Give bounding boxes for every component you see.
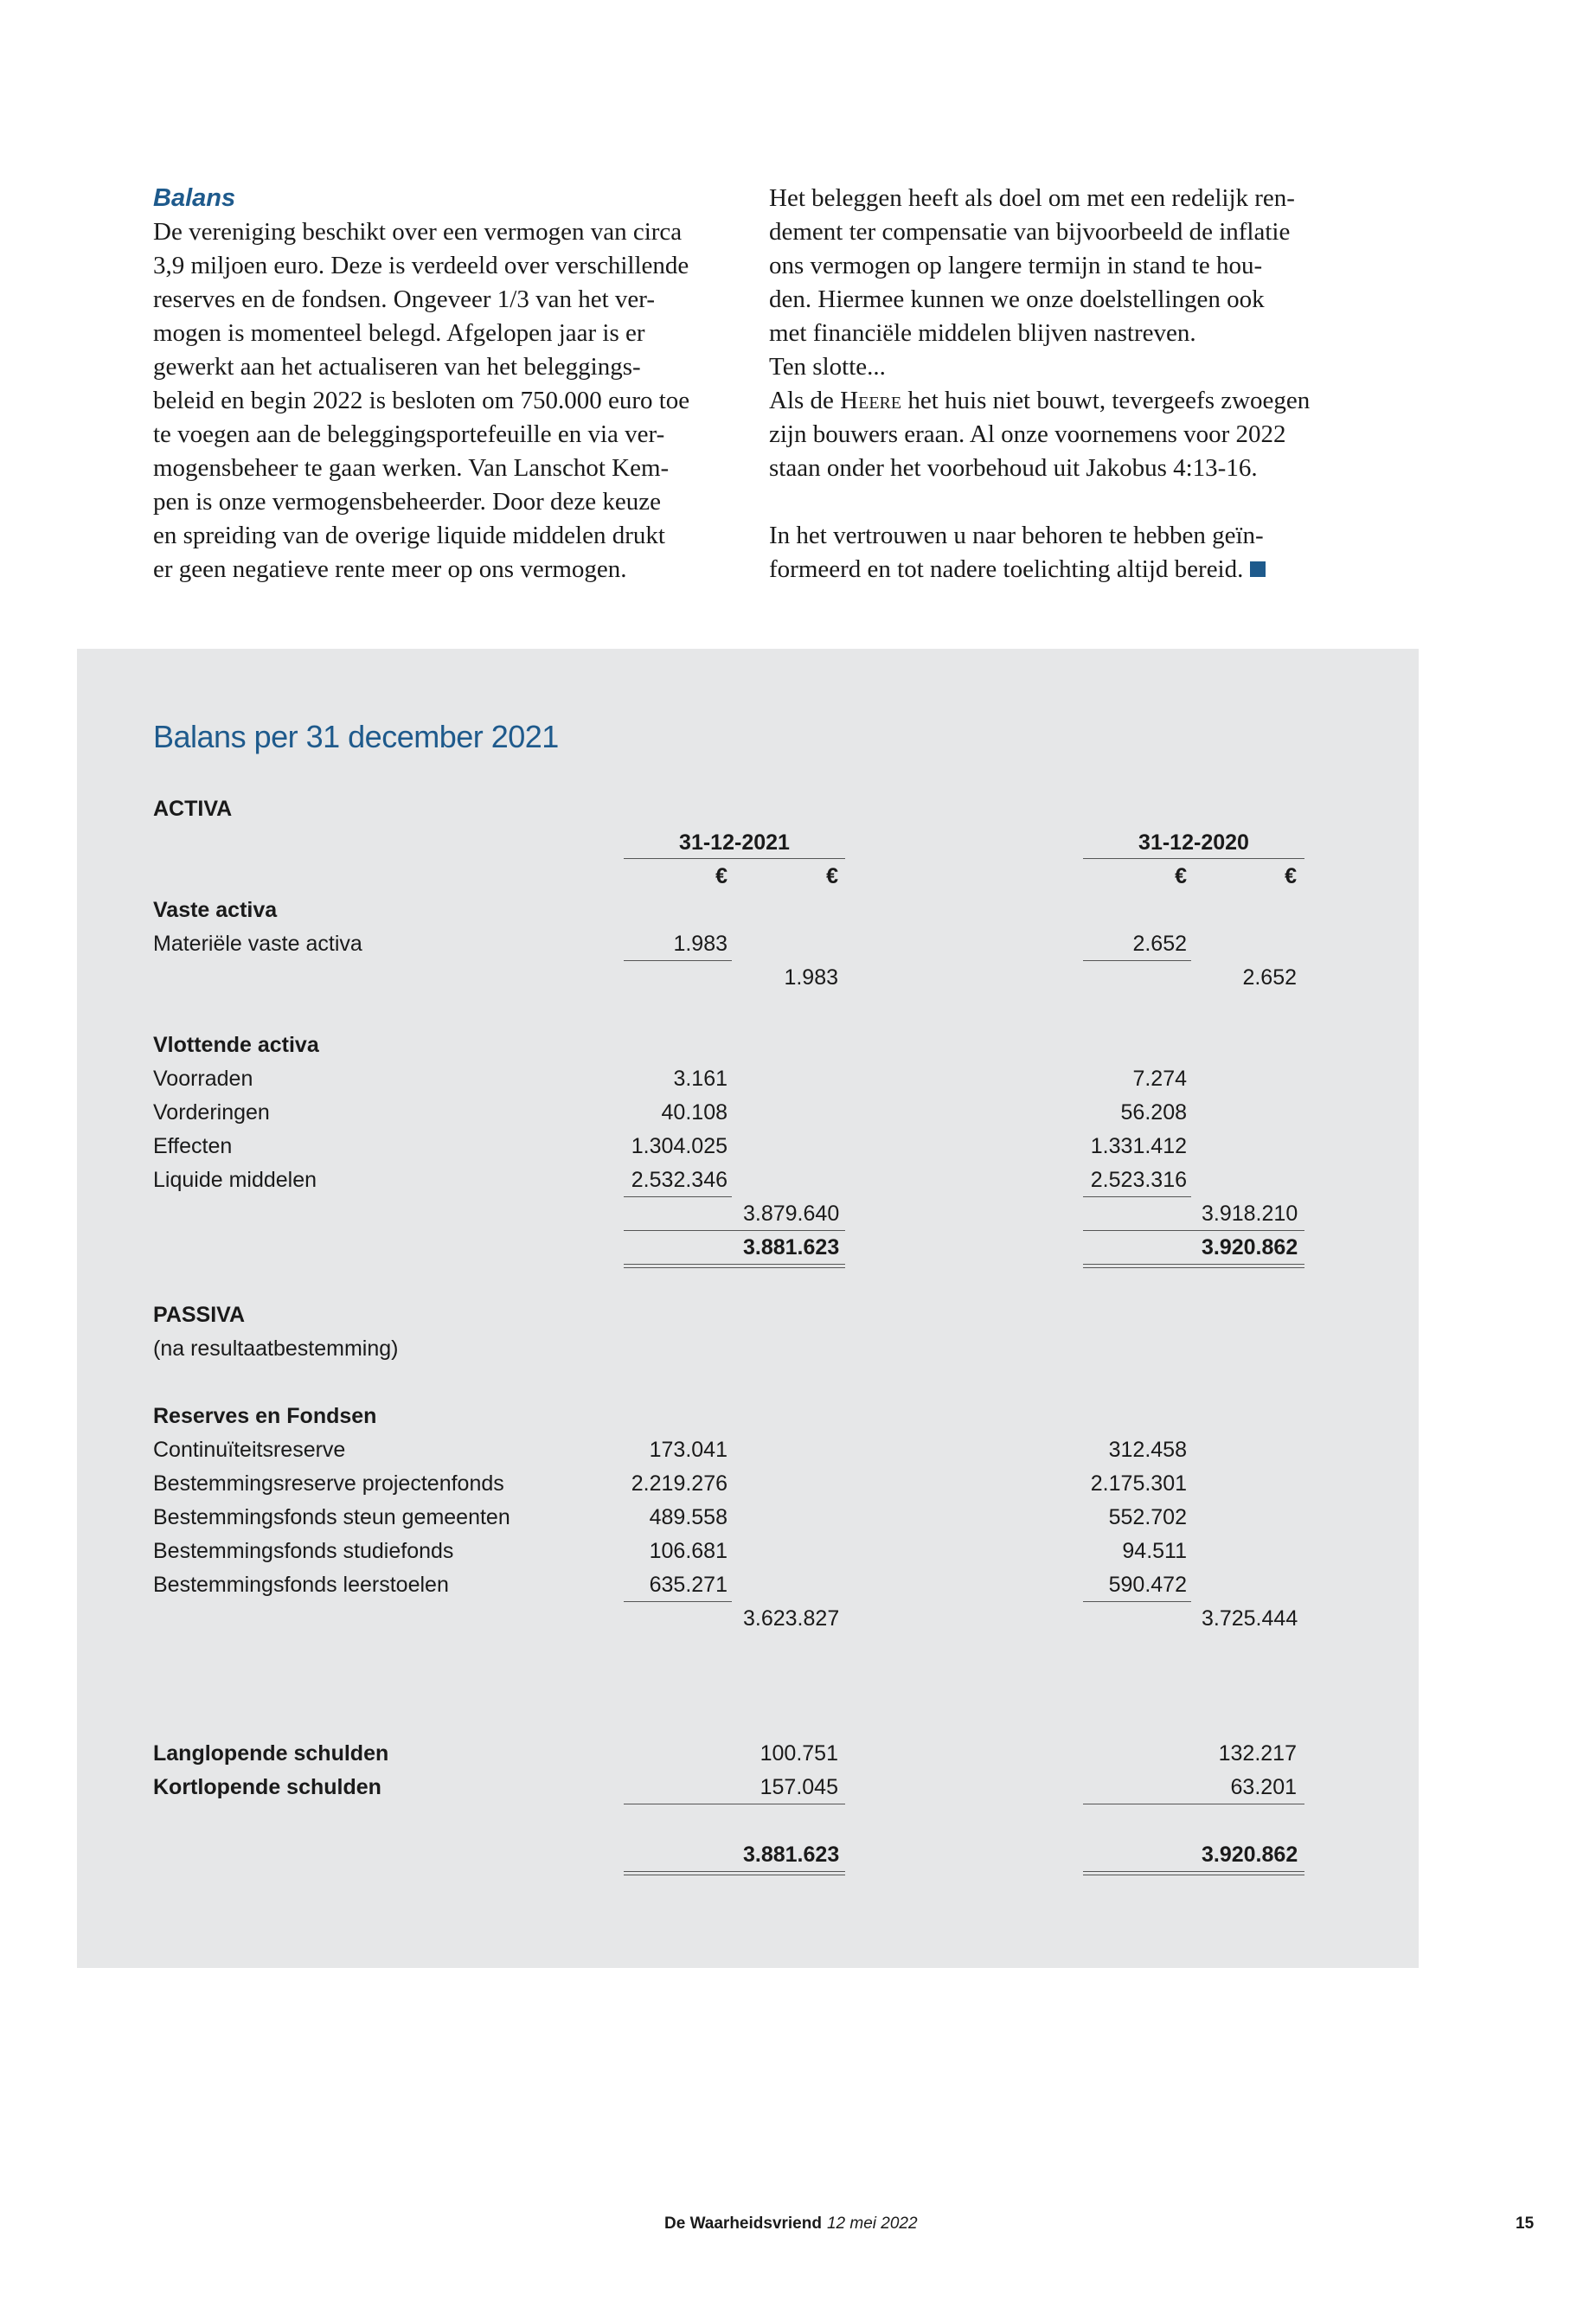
subtotal-rule-2020 xyxy=(1083,1601,1191,1602)
value-2020-projectenfonds: 2.175.301 xyxy=(1090,1471,1187,1496)
row-label-materiele-vaste-activa: Materiële vaste activa xyxy=(153,932,362,956)
value-2021-voorraden: 3.161 xyxy=(673,1067,727,1091)
value-2020-effecten: 1.331.412 xyxy=(1090,1134,1187,1158)
vlottende-activa-heading: Vlottende activa xyxy=(153,1033,319,1057)
double-rule-2021 xyxy=(624,1871,845,1875)
row-label-projectenfonds: Bestemmingsreserve projectenfonds xyxy=(153,1471,504,1496)
row-label-langlopende-schulden: Langlopende schulden xyxy=(153,1741,389,1766)
value-2021-langlopende-schulden: 100.751 xyxy=(760,1741,838,1766)
subtotal-2021-vaste-activa: 1.983 xyxy=(784,965,838,990)
value-2020-materiele-vaste-activa: 2.652 xyxy=(1132,932,1187,956)
activa-total-2020: 3.920.862 xyxy=(1202,1235,1298,1259)
row-label-effecten: Effecten xyxy=(153,1134,233,1158)
column-header-2021: 31-12-2021 xyxy=(679,830,790,855)
column-header-2020: 31-12-2020 xyxy=(1138,830,1249,855)
text-segment: het huis niet bouwt, tevergeefs zwoegen zijn bouwers eraan. Al onze voornemens voor 2022 staan onder het voorbehoud uit Jakobus 4:13-16. xyxy=(769,387,1311,482)
double-rule-2021 xyxy=(624,1264,845,1268)
value-2020-steun-gemeenten: 552.702 xyxy=(1108,1505,1187,1529)
double-rule-2020 xyxy=(1083,1871,1304,1875)
activa-total-2021: 3.881.623 xyxy=(743,1235,840,1259)
passiva-note: (na resultaatbestemming) xyxy=(153,1336,399,1361)
value-2021-leerstoelen: 635.271 xyxy=(649,1573,727,1597)
row-label-steun-gemeenten: Bestemmingsfonds steun gemeenten xyxy=(153,1505,510,1529)
row-label-vorderingen: Vorderingen xyxy=(153,1100,270,1125)
value-2021-studiefonds: 106.681 xyxy=(649,1539,727,1563)
subtotal-rule-2021 xyxy=(624,1196,732,1197)
balance-sheet-title: Balans per 31 december 2021 xyxy=(153,719,559,754)
passiva-label: PASSIVA xyxy=(153,1303,246,1327)
subtotal-rule-2021 xyxy=(624,960,732,961)
value-2021-steun-gemeenten: 489.558 xyxy=(649,1505,727,1529)
balance-sheet-panel xyxy=(77,649,1419,1968)
value-2020-langlopende-schulden: 132.217 xyxy=(1218,1741,1297,1766)
vaste-activa-heading: Vaste activa xyxy=(153,898,278,922)
paragraph-heere xyxy=(769,384,1375,485)
header-rule-2020 xyxy=(1083,858,1304,859)
text-segment: Als de xyxy=(769,387,841,414)
end-of-article-square-icon xyxy=(1250,561,1266,577)
row-label-liquide-middelen: Liquide middelen xyxy=(153,1168,317,1192)
subtotal-2021-vlottende-activa: 3.879.640 xyxy=(743,1202,840,1226)
subtotal-rule-2021 xyxy=(624,1601,732,1602)
paragraph-closing xyxy=(769,519,1375,586)
value-2021-projectenfonds: 2.219.276 xyxy=(631,1471,727,1496)
activa-label: ACTIVA xyxy=(153,797,233,821)
subtotal-2020-vaste-activa: 2.652 xyxy=(1242,965,1297,990)
page-number: 15 xyxy=(1516,2214,1535,2233)
subtotal-2020-vlottende-activa: 3.918.210 xyxy=(1202,1202,1298,1226)
reserves-heading: Reserves en Fondsen xyxy=(153,1404,377,1428)
value-2021-kortlopende-schulden: 157.045 xyxy=(760,1775,838,1799)
section-heading-balans: Balans xyxy=(153,184,236,212)
value-2020-continuiteitsreserve: 312.458 xyxy=(1108,1438,1187,1462)
value-2021-vorderingen: 40.108 xyxy=(661,1100,727,1125)
subtotal-rule-2020 xyxy=(1083,960,1191,961)
value-2020-kortlopende-schulden: 63.201 xyxy=(1230,1775,1297,1799)
publication-date: 12 mei 2022 xyxy=(826,2214,918,2233)
header-rule-2021 xyxy=(624,858,845,859)
row-label-studiefonds: Bestemmingsfonds studiefonds xyxy=(153,1539,454,1563)
row-label-voorraden: Voorraden xyxy=(153,1067,253,1091)
currency-2021-detail: € xyxy=(715,864,727,888)
value-2020-leerstoelen: 590.472 xyxy=(1108,1573,1187,1597)
currency-2021-total: € xyxy=(826,864,838,888)
value-2020-voorraden: 7.274 xyxy=(1132,1067,1187,1091)
paragraph-balans: De vereniging beschikt over een vermogen van circa 3,9 miljoen euro. Deze is verdeeld over verschillende reserves en de fondsen. Ongeveer 1/3 van het ver- mogen is momenteel belegd. Afgelopen jaar is er gewerkt aan het actualiseren van het beleggings- beleid en begin 2022 is besloten om 750.000 euro toe te voegen aan de beleggingsportefeuille en via ver- mogensbeheer te gaan werken. Van Lanschot Kem- pen is onze vermogensbeheerder. Door deze keuze en spreiding van de overige liquide middelen drukt er geen negatieve rente meer op ons vermogen. xyxy=(153,218,690,583)
passiva-total-2021: 3.881.623 xyxy=(743,1843,840,1867)
balance-sheet-table xyxy=(77,649,1419,1968)
value-2021-materiele-vaste-activa: 1.983 xyxy=(673,932,727,956)
paragraph-beleggen: Het beleggen heeft als doel om met een redelijk ren- dement ter compensatie van bijvoorbeeld de inflatie ons vermogen op langere termijn in stand te hou- den. Hiermee kunnen we onze doelstellingen ook met financiële middelen blijven nastreven. xyxy=(769,184,1295,347)
row-label-continuiteitsreserve: Continuïteitsreserve xyxy=(153,1438,346,1462)
paragraph-ten-slotte: Ten slotte... xyxy=(769,353,886,381)
value-2021-liquide-middelen: 2.532.346 xyxy=(631,1168,727,1192)
text-heere: Heere xyxy=(840,387,902,414)
passiva-total-2020: 3.920.862 xyxy=(1202,1843,1298,1867)
row-label-leerstoelen: Bestemmingsfonds leerstoelen xyxy=(153,1573,449,1597)
publication-name: De Waarheidsvriend xyxy=(664,2214,822,2233)
subtotal-2021-reserves: 3.623.827 xyxy=(743,1606,840,1631)
article-right-column xyxy=(769,182,1375,586)
row-label-kortlopende-schulden: Kortlopende schulden xyxy=(153,1775,381,1799)
value-2020-vorderingen: 56.208 xyxy=(1120,1100,1187,1125)
value-2021-effecten: 1.304.025 xyxy=(631,1134,727,1158)
value-2020-studiefonds: 94.511 xyxy=(1122,1539,1187,1563)
article-left-column xyxy=(153,182,741,586)
footer-publication xyxy=(664,2214,918,2234)
text-closing: In het vertrouwen u naar behoren te hebben geïn- formeerd en tot nadere toelichting altijd bereid. xyxy=(769,522,1264,583)
subtotal-rule-2020 xyxy=(1083,1196,1191,1197)
currency-2020-detail: € xyxy=(1175,864,1187,888)
currency-2020-total: € xyxy=(1285,864,1297,888)
double-rule-2020 xyxy=(1083,1264,1304,1268)
value-2020-liquide-middelen: 2.523.316 xyxy=(1090,1168,1187,1192)
subtotal-2020-reserves: 3.725.444 xyxy=(1202,1606,1298,1631)
value-2021-continuiteitsreserve: 173.041 xyxy=(649,1438,727,1462)
